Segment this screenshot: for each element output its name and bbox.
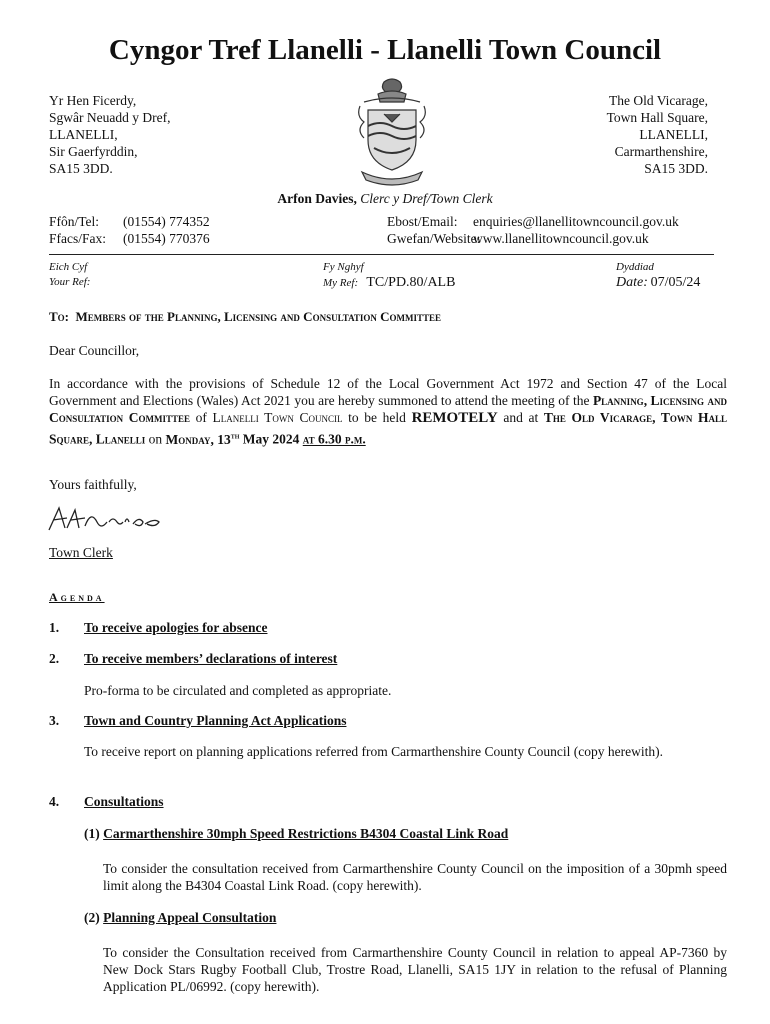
summons-text: In accordance with the provisions of Schedule 12 of the Local Government Act 1972 and Section 47 of the Local Government and Elections (Wales) Act 2021 you are hereby summoned to attend the meeting of the — [49, 376, 727, 408]
agenda-item-number: 3. — [49, 713, 60, 728]
contact-email-web — [387, 213, 679, 247]
meeting-month: May 2024 — [242, 431, 300, 447]
meeting-day: Monday, 13 — [165, 431, 231, 447]
date-welsh: Dyddiad — [616, 261, 654, 273]
of-text: of — [195, 410, 207, 425]
clerk-name: Arfon Davies, — [277, 191, 357, 206]
header-divider — [49, 254, 714, 255]
sub-item-number: (2) — [84, 910, 100, 925]
your-ref-welsh: Eich Cyf — [49, 261, 88, 273]
committee-name: Planning, Licensing and Consultation Committee — [49, 393, 728, 425]
agenda-item-number: 4. — [49, 794, 60, 809]
page-title: Cyngor Tref Llanelli - Llanelli Town Council — [108, 34, 662, 66]
address-line: Carmarthenshire, — [614, 144, 708, 159]
date — [616, 260, 700, 291]
on-text: on — [148, 431, 163, 447]
my-ref-welsh: Fy Nghyf — [323, 261, 364, 273]
your-ref-label: Your Ref: — [49, 276, 91, 288]
agenda-item-detail: Pro-forma to be circulated and completed as appropriate. — [84, 683, 392, 698]
address-line: LLANELLI, — [639, 127, 708, 142]
to-text: Members of the Planning, Licensing and Consultation Committee — [75, 309, 442, 324]
your-ref — [49, 260, 90, 290]
address-line: Town Hall Square, — [606, 110, 708, 125]
sub-item-heading — [84, 826, 508, 842]
closing: Yours faithfully, — [49, 477, 137, 492]
and-at-text: and at — [503, 410, 539, 425]
phone-label: Ffôn/Tel: — [49, 214, 100, 229]
my-ref — [323, 260, 455, 291]
agenda-item-title: To receive apologies for absence — [84, 620, 268, 635]
recipients — [49, 309, 441, 325]
my-ref-value: TC/PD.80/ALB — [366, 275, 456, 290]
agenda-item-number: 1. — [49, 620, 60, 635]
website-link[interactable]: www.llanellitowncouncil.gov.uk — [473, 231, 649, 246]
sub-item-title: Planning Appeal Consultation — [103, 910, 277, 925]
fax-label: Ffacs/Fax: — [49, 231, 106, 246]
email-label: Ebost/Email: — [387, 214, 458, 229]
contact-phone-fax — [49, 213, 210, 247]
sub-item-detail: To consider the consultation received from Carmarthenshire County Council on the imposition of a 30pmh speed limit along the B4304 Coastal Link Road. (copy herewith). — [103, 861, 727, 893]
agenda-item-title: Town and Country Planning Act Applications — [84, 713, 347, 728]
signatory: Town Clerk — [49, 545, 113, 560]
agenda-heading: Agenda — [49, 590, 105, 604]
agenda-item-number: 2. — [49, 651, 60, 666]
fax-number: (01554) 770376 — [123, 231, 210, 246]
remotely-text: REMOTELY — [411, 410, 498, 426]
address-line: SA15 3DD. — [644, 161, 708, 176]
council-crest-icon — [354, 76, 430, 188]
address-line: Sgwâr Neuadd y Dref, — [49, 110, 171, 125]
sub-item-title: Carmarthenshire 30mph Speed Restrictions B4304 Coastal Link Road — [103, 826, 509, 841]
phone-number: (01554) 774352 — [123, 214, 210, 229]
clerk-role: Clerc y Dref/Town Clerk — [360, 191, 493, 206]
signature-icon — [45, 502, 177, 536]
meeting-day-suffix: th — [230, 430, 240, 440]
to-label: To: — [49, 309, 70, 324]
to-be-held-text: to be held — [348, 410, 406, 425]
sub-item-number: (1) — [84, 826, 100, 841]
summons-paragraph — [49, 375, 727, 448]
council-name: Llanelli Town Council — [212, 410, 343, 425]
agenda-item-title: To receive members’ declarations of interest — [84, 651, 338, 666]
sub-item-detail: To consider the Consultation received from Carmarthenshire County Council in relation to appeal AP-7360 by New Dock Stars Rugby Football Club, Trostre Road, Llanelli, SA15 1JY in relation to the refusal of Planning Application PL/06992. (copy herewith). — [103, 945, 727, 994]
meeting-time: at 6.30 p.m. — [302, 431, 366, 447]
my-ref-label: My Ref: — [323, 277, 359, 289]
website-label: Gwefan/Website: — [387, 231, 481, 246]
clerk-line — [0, 191, 770, 207]
date-value: 07/05/24 — [650, 275, 701, 290]
address-line: LLANELLI, — [49, 127, 118, 142]
venue: The Old Vicarage, Town Hall Square, Llanelli — [49, 410, 728, 447]
address-welsh — [49, 92, 170, 177]
meeting-date — [166, 432, 240, 447]
agenda-item-title: Consultations — [84, 794, 164, 809]
address-line: SA15 3DD. — [49, 161, 113, 176]
address-english — [607, 92, 708, 177]
address-line: Yr Hen Ficerdy, — [49, 93, 137, 108]
address-line: The Old Vicarage, — [608, 93, 708, 108]
salutation: Dear Councillor, — [49, 343, 140, 358]
sub-item-heading — [84, 910, 276, 926]
address-line: Sir Gaerfyrddin, — [49, 144, 138, 159]
agenda-item-detail: To receive report on planning applications referred from Carmarthenshire County Council (copy herewith). — [84, 744, 663, 759]
date-label: Date: — [616, 275, 648, 290]
email-link[interactable]: enquiries@llanellitowncouncil.gov.uk — [473, 214, 679, 229]
